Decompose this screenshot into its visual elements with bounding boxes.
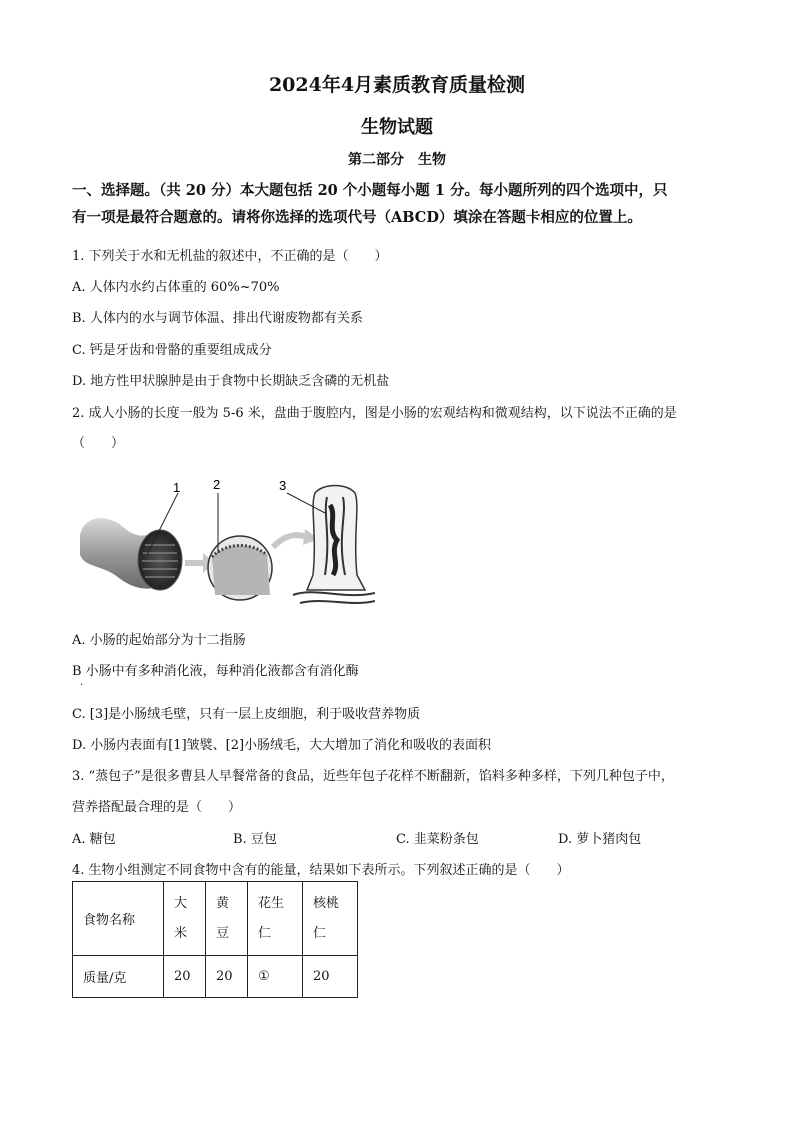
- table-header-cell: 黄豆: [206, 882, 248, 956]
- part-heading: 第二部分 生物: [348, 152, 446, 168]
- q3-option-b: B. 豆包: [233, 832, 277, 847]
- table-cell: 20: [164, 956, 206, 998]
- q4-stem: 4. 生物小组测定不同食物中含有的能量，结果如下表所示。下列叙述正确的是（ ）: [72, 863, 570, 878]
- table-cell: 20: [206, 956, 248, 998]
- q2-stem-line-2: （ ）: [72, 436, 125, 451]
- exam-title: 2024年4月素质教育质量检测: [268, 74, 526, 96]
- q2-option-c: C. [3]是小肠绒毛壁，只有一层上皮细胞，利于吸收营养物质: [72, 707, 421, 722]
- small-intestine-figure: [75, 475, 375, 610]
- table-header-cell: 核桃仁: [303, 882, 358, 956]
- intestine-tube-drawing: [80, 518, 182, 590]
- food-energy-table: [72, 881, 358, 998]
- section-instruction: [72, 177, 722, 231]
- q2-option-b: B 小肠中有多种消化液，每种消化液都含有消化酶: [72, 664, 359, 679]
- q2-option-d: D. 小肠内表面有[1]皱襞、[2]小肠绒毛，大大增加了消化和吸收的表面积: [72, 738, 492, 753]
- figure-label-2: 2: [213, 477, 221, 492]
- table-header-row: [73, 882, 358, 956]
- table-cell: ①: [248, 956, 303, 998]
- table-header-cell: 花生仁: [248, 882, 303, 956]
- table-header-cell: 大米: [164, 882, 206, 956]
- q3-option-d: D. 萝卜猪肉包: [558, 832, 642, 847]
- q3-stem-line-2: 营养搭配最合理的是（ ）: [72, 800, 242, 815]
- q2-option-a: A. 小肠的起始部分为十二指肠: [72, 633, 246, 648]
- curved-arrow-icon: [273, 535, 307, 547]
- q1-stem: 1. 下列关于水和无机盐的叙述中，不正确的是（ ）: [72, 249, 388, 264]
- q1-option-d: D. 地方性甲状腺肿是由于食物中长期缺乏含磷的无机盐: [72, 374, 390, 389]
- q1-option-b: B. 人体内的水与调节体温、排出代谢废物都有关系: [72, 311, 363, 326]
- q3-option-c: C. 韭菜粉条包: [396, 832, 479, 847]
- table-header-cell: 食物名称: [73, 882, 164, 956]
- figure-label-3: 3: [279, 478, 287, 493]
- table-row: [73, 956, 358, 998]
- section-instruction-line-1: 一、选择题。（共 20 分）本大题包括 20 个小题每小题 1 分。每小题所列的四个选项中，只: [72, 182, 668, 199]
- exam-subtitle: 生物试题: [361, 117, 433, 138]
- q3-stem-line-1: 3. “蒸包子”是很多曹县人早餐常备的食品，近些年包子花样不断翻新，馅料多种多样，下列几种包子中，: [72, 769, 674, 784]
- q1-option-a: A. 人体内水约占体重的 60%~70%: [72, 280, 280, 295]
- q2-stem-line-1: 2. 成人小肠的长度一般为 5-6 米，盘曲于腹腔内，图是小肠的宏观结构和微观结构，以下说法不正确的是: [72, 406, 677, 421]
- table-cell: 质量/克: [73, 956, 164, 998]
- figure-label-1: 1: [173, 480, 181, 495]
- q1-option-c: C. 钙是牙齿和骨骼的重要组成成分: [72, 343, 272, 358]
- table-cell: 20: [303, 956, 358, 998]
- section-instruction-line-2: 有一项是最符合题意的。请将你选择的选项代号（ABCD）填涂在答题卡相应的位置上。: [72, 209, 642, 226]
- stray-mark: ·: [80, 680, 84, 691]
- q3-option-a: A. 糖包: [72, 832, 116, 847]
